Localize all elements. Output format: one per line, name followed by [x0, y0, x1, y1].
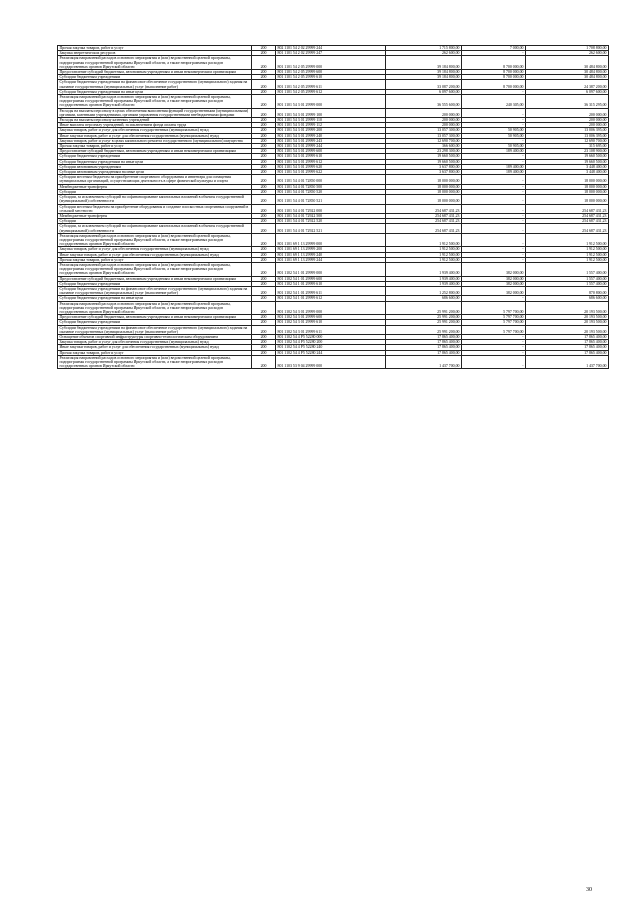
row-code: 200 [252, 184, 276, 189]
row-name: Иные закупки товаров, работ и услуг для обеспечения государственных (муниципальных) нужд [58, 133, 252, 138]
row-name: Закупка энергетических ресурсов [58, 51, 252, 56]
row-executed-amount: - [462, 175, 526, 184]
row-approved-amount: 18 000 000,00 [386, 175, 462, 184]
row-code: 200 [252, 334, 276, 339]
row-unexecuted-amount: 36 315 295,00 [526, 95, 609, 109]
row-name: Субсидии, за исключением субсидий на софинансирование капитальных вложений в объекты государственной (муниципальной) собственности [58, 224, 252, 233]
row-classification: 801 1102 54 3 01 29999 600 [276, 315, 386, 320]
row-unexecuted-amount: 3 448 400,00 [526, 170, 609, 175]
budget-table-page [57, 45, 607, 369]
row-code: 200 [252, 189, 276, 194]
row-executed-amount: 50 905,00 [462, 133, 526, 138]
row-unexecuted-amount: 20 193 500,00 [526, 320, 609, 325]
row-unexecuted-amount: 20 193 500,00 [526, 301, 609, 315]
row-unexecuted-amount: 3 448 400,00 [526, 164, 609, 169]
row-executed-amount: 189 400,00 [462, 149, 526, 154]
row-unexecuted-amount: 200 000,00 [526, 108, 609, 117]
row-executed-amount: - [462, 204, 526, 213]
row-approved-amount: 39 184 800,00 [386, 56, 462, 70]
row-executed-amount: 5 797 700,00 [462, 325, 526, 334]
row-approved-amount: 254 687 431,23 [386, 204, 462, 213]
row-executed-amount: 189 400,00 [462, 164, 526, 169]
row-classification: 801 1101 54 4 01 72850 521 [276, 195, 386, 204]
page-number: 30 [586, 887, 592, 893]
row-approved-amount: 39 184 800,00 [386, 75, 462, 80]
table-row [58, 224, 609, 233]
row-code: 200 [252, 315, 276, 320]
table-row [58, 204, 609, 213]
row-executed-amount: 8 700 000,00 [462, 70, 526, 75]
row-code: 200 [252, 286, 276, 295]
row-approved-amount: 33 087 200,00 [386, 80, 462, 89]
row-name: Реализация направлений расходов основного мероприятия и (или) ведомственной целевой программы, подпрограммы государственной программы Иркутской области, а также непрограммных расходов государственных органов Иркутской области [58, 56, 252, 70]
row-unexecuted-amount: 17 865 400,00 [526, 345, 609, 350]
row-approved-amount: 1 715 800,00 [386, 46, 462, 51]
row-name: Прочая закупка товаров, работ и услуг [58, 257, 252, 262]
row-code: 200 [252, 257, 276, 262]
row-unexecuted-amount: 1 557 400,00 [526, 281, 609, 286]
row-executed-amount: - [462, 154, 526, 159]
row-unexecuted-amount: 17 865 400,00 [526, 350, 609, 355]
table-row [58, 95, 609, 109]
row-code: 200 [252, 75, 276, 80]
row-classification: 801 1101 54 3 01 29999 620 [276, 164, 386, 169]
row-unexecuted-amount: 13 006 395,00 [526, 128, 609, 133]
row-approved-amount: 25 991 200,00 [386, 301, 462, 315]
row-code: 200 [252, 89, 276, 94]
row-name: Предоставление субсидий бюджетным, автономным учреждениям и иным некоммерческим организациям [58, 315, 252, 320]
row-unexecuted-amount: 200 000,00 [526, 123, 609, 128]
row-name: Субсидии бюджетным учреждениям на иные цели [58, 296, 252, 301]
table-row [58, 325, 609, 334]
table-row [58, 301, 609, 315]
row-executed-amount: 50 905,00 [462, 144, 526, 149]
row-unexecuted-amount: 18 000 000,00 [526, 189, 609, 194]
row-classification: 801 1102 54 3 01 29999 610 [276, 320, 386, 325]
row-name: Иные закупки товаров, работ и услуг для обеспечения государственных (муниципальных) нужд [58, 345, 252, 350]
row-classification: 801 1101 54 3 01 29999 622 [276, 170, 386, 175]
row-code: 200 [252, 149, 276, 154]
row-name: Субсидии бюджетным учреждениям [58, 320, 252, 325]
row-code: 200 [252, 247, 276, 252]
row-code: 200 [252, 144, 276, 149]
table-row [58, 233, 609, 247]
row-executed-amount: - [462, 51, 526, 56]
row-name: Предоставление субсидий бюджетным, автономным учреждениям и иным некоммерческим организациям [58, 276, 252, 281]
row-unexecuted-amount: 6 097 600,00 [526, 89, 609, 94]
row-unexecuted-amount: 200 000,00 [526, 118, 609, 123]
row-classification: 801 1101 54 2 05 29999 610 [276, 75, 386, 80]
row-name: Предоставление субсидий бюджетным, автономным учреждениям и иным некоммерческим организациям [58, 149, 252, 154]
row-code: 200 [252, 70, 276, 75]
row-approved-amount: 254 687 431,23 [386, 224, 462, 233]
row-approved-amount: 17 865 400,00 [386, 345, 462, 350]
row-classification: 801 1101 54 2 05 29999 000 [276, 56, 386, 70]
row-executed-amount: - [462, 355, 526, 369]
row-name: Субсидии бюджетным учреждениям на иные цели [58, 89, 252, 94]
row-executed-amount: - [462, 118, 526, 123]
row-approved-amount: 25 991 200,00 [386, 325, 462, 334]
row-approved-amount: 36 555 600,00 [386, 95, 462, 109]
row-executed-amount: 8 700 000,00 [462, 80, 526, 89]
row-classification: 801 1101 54 4 01 72922 000 [276, 204, 386, 213]
row-executed-amount: - [462, 189, 526, 194]
row-approved-amount: 39 184 800,00 [386, 70, 462, 75]
row-code: 200 [252, 219, 276, 224]
row-classification: 801 1101 54 3 01 29999 200 [276, 128, 386, 133]
row-executed-amount: 240 305,00 [462, 95, 526, 109]
row-classification: 801 1101 54 4 01 72850 000 [276, 175, 386, 184]
row-classification: 801 1101 54 4 01 72850 500 [276, 184, 386, 189]
row-approved-amount: 3 637 800,00 [386, 164, 462, 169]
row-executed-amount: 5 797 700,00 [462, 301, 526, 315]
row-unexecuted-amount: 17 865 400,00 [526, 340, 609, 345]
row-approved-amount: 1 912 500,00 [386, 247, 462, 252]
row-executed-amount: 382 000,00 [462, 286, 526, 295]
row-unexecuted-amount: 19 660 500,00 [526, 159, 609, 164]
row-executed-amount: - [462, 219, 526, 224]
row-name: Субсидии [58, 189, 252, 194]
row-name: Реализация направлений расходов основного мероприятия и (или) ведомственной целевой программы, подпрограммы государственной программы Иркутской области, а также непрограммных расходов государственных органов Иркутской области [58, 233, 252, 247]
row-classification: 801 1101 54 3 01 29999 612 [276, 159, 386, 164]
row-code: 200 [252, 170, 276, 175]
row-approved-amount: 23 298 300,00 [386, 149, 462, 154]
row-classification: 801 1101 69 1 13 29999 000 [276, 233, 386, 247]
table-row [58, 80, 609, 89]
row-classification: 801 1102 54 1 01 29999 611 [276, 286, 386, 295]
row-code: 200 [252, 213, 276, 218]
row-executed-amount: 5 797 700,00 [462, 320, 526, 325]
row-code: 200 [252, 224, 276, 233]
row-classification: 801 1101 54 3 01 29999 243 [276, 138, 386, 143]
budget-table-body [58, 46, 609, 369]
row-unexecuted-amount: 23 108 900,00 [526, 149, 609, 154]
row-name: Реализация направлений расходов основного мероприятия и (или) ведомственной целевой программы, подпрограммы государственной программы Иркутской области, а также непрограммных расходов государственных органов Иркутской области [58, 301, 252, 315]
row-code: 200 [252, 262, 276, 276]
row-code: 200 [252, 320, 276, 325]
row-executed-amount: - [462, 184, 526, 189]
row-name: Закупка товаров, работ и услуг для обеспечения государственных (муниципальных) нужд [58, 247, 252, 252]
row-executed-amount: 7 000,00 [462, 46, 526, 51]
row-executed-amount: - [462, 195, 526, 204]
row-name: Субсидии бюджетным учреждениям на финансовое обеспечение государственного (муниципального) задания на оказание государственных (муниципальных) услуг (выполнение работ) [58, 80, 252, 89]
row-executed-amount: - [462, 296, 526, 301]
row-executed-amount: 8 700 000,00 [462, 75, 526, 80]
row-unexecuted-amount: 1 557 400,00 [526, 262, 609, 276]
row-classification: 801 1102 54 4 P5 52280 240 [276, 345, 386, 350]
row-unexecuted-amount: 13 006 395,00 [526, 133, 609, 138]
row-unexecuted-amount: 20 193 500,00 [526, 325, 609, 334]
row-approved-amount: 18 000 000,00 [386, 195, 462, 204]
row-unexecuted-amount: 30 484 800,00 [526, 75, 609, 80]
row-name: Субсидии местным бюджетам на приобретение оборудования и создание плоскостных спортивных сооружений в сельской местности [58, 204, 252, 213]
row-code: 200 [252, 46, 276, 51]
row-name: Прочая закупка товаров, работ и услуг [58, 46, 252, 51]
row-approved-amount: 13 057 300,00 [386, 133, 462, 138]
row-unexecuted-amount: 1 437 700,00 [526, 355, 609, 369]
table-row [58, 262, 609, 276]
row-approved-amount: 262 600,00 [386, 51, 462, 56]
row-classification: 801 1101 69 1 13 29999 240 [276, 252, 386, 257]
row-approved-amount: 200 000,00 [386, 123, 462, 128]
row-name: Иные выплаты персоналу учреждений, за исключением фонда оплаты труда [58, 123, 252, 128]
row-classification: 801 1101 69 1 13 29999 244 [276, 257, 386, 262]
row-name: Субсидии местным бюджетам на приобретение спортивного оборудования и инвентаря для оснащения муниципальных организаций, осуществляющих деятельность в сфере физической культуры и спорта [58, 175, 252, 184]
row-classification: 801 1101 54 4 01 72922 520 [276, 219, 386, 224]
row-approved-amount: 1 252 800,00 [386, 286, 462, 295]
row-approved-amount: 1 912 500,00 [386, 252, 462, 257]
row-code: 200 [252, 350, 276, 355]
row-code: 200 [252, 123, 276, 128]
row-name: Субсидии бюджетным учреждениям на финансовое обеспечение государственного (муниципального) задания на оказание государственных (муниципальных) услуг (выполнение работ) [58, 286, 252, 295]
row-approved-amount: 25 991 200,00 [386, 315, 462, 320]
row-executed-amount: - [462, 138, 526, 143]
row-executed-amount: - [462, 257, 526, 262]
table-row [58, 175, 609, 184]
row-executed-amount: 189 400,00 [462, 170, 526, 175]
row-name: Субсидии автономным учреждениям [58, 164, 252, 169]
row-unexecuted-amount: 18 000 000,00 [526, 184, 609, 189]
row-code: 200 [252, 164, 276, 169]
row-classification: 801 1101 54 3 01 29999 100 [276, 108, 386, 117]
row-unexecuted-amount: 1 912 500,00 [526, 257, 609, 262]
row-approved-amount: 254 687 431,23 [386, 213, 462, 218]
row-code: 200 [252, 281, 276, 286]
row-executed-amount: - [462, 123, 526, 128]
row-name: Субсидии автономным учреждениям на иные цели [58, 170, 252, 175]
row-classification: 801 1102 54 3 01 29999 611 [276, 325, 386, 334]
row-classification: 801 1101 54 3 01 29999 244 [276, 144, 386, 149]
row-name: Субсидии бюджетным учреждениям [58, 154, 252, 159]
row-approved-amount: 13 057 300,00 [386, 128, 462, 133]
row-code: 200 [252, 195, 276, 204]
row-name: Закупка товаров, работ и услуг для обеспечения государственных (муниципальных) нужд [58, 128, 252, 133]
row-executed-amount: 50 905,00 [462, 128, 526, 133]
row-executed-amount: - [462, 252, 526, 257]
row-code: 200 [252, 56, 276, 70]
row-name: Субсидии, за исключением субсидий на софинансирование капитальных вложений в объекты государственной (муниципальной) собственности [58, 195, 252, 204]
row-approved-amount: 366 600,00 [386, 144, 462, 149]
row-code: 200 [252, 138, 276, 143]
row-approved-amount: 19 660 500,00 [386, 154, 462, 159]
row-name: Расходы на выплаты персоналу в целях обеспечения выполнения функций государственными (муниципальными) органами, казенными учреждениями, органами управления государственными внебюджетными фондами [58, 108, 252, 117]
table-row [58, 56, 609, 70]
row-name: Иные закупки товаров, работ и услуг для обеспечения государственных (муниципальных) нужд [58, 252, 252, 257]
row-executed-amount: - [462, 233, 526, 247]
row-classification: 801 1101 54 3 01 29999 110 [276, 118, 386, 123]
row-classification: 801 1102 54 4 P5 52280 000 [276, 334, 386, 339]
row-classification: 801 1101 54 3 01 29999 112 [276, 123, 386, 128]
row-classification: 801 1102 54 1 01 29999 600 [276, 276, 386, 281]
row-classification: 801 1101 54 3 01 29999 600 [276, 149, 386, 154]
row-code: 200 [252, 325, 276, 334]
row-unexecuted-amount: 254 687 431,23 [526, 204, 609, 213]
row-code: 200 [252, 95, 276, 109]
row-unexecuted-amount: 254 687 431,23 [526, 219, 609, 224]
row-name: Межбюджетные трансферты [58, 184, 252, 189]
row-approved-amount: 19 660 500,00 [386, 159, 462, 164]
row-unexecuted-amount: 18 000 000,00 [526, 175, 609, 184]
row-approved-amount: 1 939 400,00 [386, 262, 462, 276]
row-executed-amount: 5 797 700,00 [462, 315, 526, 320]
row-unexecuted-amount: 18 000 000,00 [526, 195, 609, 204]
row-classification: 801 1101 54 2 05 29999 600 [276, 70, 386, 75]
row-approved-amount: 686 600,00 [386, 296, 462, 301]
row-unexecuted-amount: 19 660 500,00 [526, 154, 609, 159]
row-executed-amount: - [462, 159, 526, 164]
row-name: Реализация направлений расходов основного мероприятия и (или) ведомственной целевой программы, подпрограммы государственной программы Иркутской области, а также непрограммных расходов государственных органов Иркутской области [58, 355, 252, 369]
row-name: Прочая закупка товаров, работ и услуг [58, 144, 252, 149]
row-unexecuted-amount: 1 557 400,00 [526, 276, 609, 281]
row-unexecuted-amount: 262 600,00 [526, 51, 609, 56]
row-name: Межбюджетные трансферты [58, 213, 252, 218]
row-code: 200 [252, 118, 276, 123]
row-executed-amount: 382 000,00 [462, 281, 526, 286]
row-name: Оснащение объектов спортивной инфраструктуры спортивно-технологическим оборудованием [58, 334, 252, 339]
row-approved-amount: 1 912 500,00 [386, 257, 462, 262]
table-row [58, 108, 609, 117]
row-unexecuted-amount: 1 912 500,00 [526, 233, 609, 247]
row-unexecuted-amount: 686 600,00 [526, 296, 609, 301]
row-name: Расходы на выплаты персоналу казенных учреждений [58, 118, 252, 123]
row-unexecuted-amount: 20 193 500,00 [526, 315, 609, 320]
row-name: Субсидии бюджетным учреждениям [58, 75, 252, 80]
row-name: Предоставление субсидий бюджетным, автономным учреждениям и иным некоммерческим организациям [58, 70, 252, 75]
row-unexecuted-amount: 254 687 431,23 [526, 224, 609, 233]
row-name: Закупка товаров, работ и услуг для обеспечения государственных (муниципальных) нужд [58, 340, 252, 345]
row-approved-amount: 1 437 700,00 [386, 355, 462, 369]
row-approved-amount: 1 912 500,00 [386, 233, 462, 247]
row-executed-amount: - [462, 340, 526, 345]
row-approved-amount: 17 865 400,00 [386, 334, 462, 339]
row-code: 200 [252, 154, 276, 159]
row-code: 200 [252, 80, 276, 89]
row-approved-amount: 200 000,00 [386, 118, 462, 123]
row-unexecuted-amount: 30 484 800,00 [526, 56, 609, 70]
row-executed-amount: - [462, 224, 526, 233]
row-executed-amount: - [462, 247, 526, 252]
row-unexecuted-amount: 1 708 800,00 [526, 46, 609, 51]
row-classification: 801 1102 54 1 01 29999 612 [276, 296, 386, 301]
row-code: 200 [252, 51, 276, 56]
row-classification: 801 1101 54 4 01 72922 500 [276, 213, 386, 218]
row-code: 200 [252, 108, 276, 117]
row-name: Субсидии бюджетным учреждениям [58, 281, 252, 286]
row-code: 200 [252, 345, 276, 350]
row-unexecuted-amount: 315 695,00 [526, 144, 609, 149]
row-approved-amount: 18 000 000,00 [386, 189, 462, 194]
row-unexecuted-amount: 12 690 700,00 [526, 138, 609, 143]
row-code: 200 [252, 296, 276, 301]
row-approved-amount: 1 939 400,00 [386, 276, 462, 281]
row-code: 200 [252, 133, 276, 138]
row-executed-amount: 382 000,00 [462, 276, 526, 281]
row-approved-amount: 17 865 400,00 [386, 340, 462, 345]
row-name: Закупка товаров, работ и услуг в целях капитального ремонта государственного (муниципального) имущества [58, 138, 252, 143]
row-approved-amount: 17 865 400,00 [386, 350, 462, 355]
row-classification: 801 1102 54 1 01 29999 610 [276, 281, 386, 286]
row-code: 200 [252, 252, 276, 257]
row-name: Субсидии [58, 219, 252, 224]
row-classification: 801 1101 54 3 01 29999 240 [276, 133, 386, 138]
row-classification: 801 1103 53 9 04 29999 000 [276, 355, 386, 369]
row-name: Реализация направлений расходов основного мероприятия и (или) ведомственной целевой программы, подпрограммы государственной программы Иркутской области, а также непрограммных расходов государственных органов Иркутской области [58, 262, 252, 276]
row-approved-amount: 200 000,00 [386, 108, 462, 117]
row-classification: 802 1101 54 2 02 29999 244 [276, 46, 386, 51]
row-code: 200 [252, 233, 276, 247]
row-code: 200 [252, 301, 276, 315]
row-approved-amount: 1 939 400,00 [386, 281, 462, 286]
row-code: 200 [252, 128, 276, 133]
row-name: Реализация направлений расходов основного мероприятия и (или) ведомственной целевой программы, подпрограммы государственной программы Иркутской области, а также непрограммных расходов государственных органов Иркутской области [58, 95, 252, 109]
row-classification: 801 1102 54 1 01 29999 000 [276, 262, 386, 276]
row-classification: 801 1101 54 4 01 72850 520 [276, 189, 386, 194]
row-name: Субсидии бюджетным учреждениям на иные цели [58, 159, 252, 164]
row-classification: 801 1102 54 4 P5 52280 200 [276, 340, 386, 345]
row-approved-amount: 3 637 800,00 [386, 170, 462, 175]
row-unexecuted-amount: 1 912 500,00 [526, 247, 609, 252]
row-executed-amount: - [462, 89, 526, 94]
row-code: 200 [252, 159, 276, 164]
row-approved-amount: 6 097 600,00 [386, 89, 462, 94]
row-approved-amount: 25 991 200,00 [386, 320, 462, 325]
row-classification: 801 1101 54 2 02 29999 247 [276, 51, 386, 56]
row-executed-amount: 8 700 000,00 [462, 56, 526, 70]
row-code: 200 [252, 204, 276, 213]
row-unexecuted-amount: 17 865 400,00 [526, 334, 609, 339]
row-executed-amount: - [462, 108, 526, 117]
row-unexecuted-amount: 24 387 200,00 [526, 80, 609, 89]
row-unexecuted-amount: 870 800,00 [526, 286, 609, 295]
row-code: 200 [252, 355, 276, 369]
row-unexecuted-amount: 30 484 800,00 [526, 70, 609, 75]
row-classification: 801 1101 54 2 05 29999 611 [276, 80, 386, 89]
row-classification: 801 1102 54 4 P5 52280 244 [276, 350, 386, 355]
row-approved-amount: 18 000 000,00 [386, 184, 462, 189]
row-executed-amount: - [462, 350, 526, 355]
row-approved-amount: 254 687 431,23 [386, 219, 462, 224]
row-executed-amount: - [462, 345, 526, 350]
table-row [58, 195, 609, 204]
row-classification: 801 1102 54 3 01 29999 000 [276, 301, 386, 315]
row-classification: 801 1101 54 3 01 29999 610 [276, 154, 386, 159]
table-row [58, 355, 609, 369]
row-executed-amount: - [462, 213, 526, 218]
table-row [58, 286, 609, 295]
row-code: 200 [252, 340, 276, 345]
row-unexecuted-amount: 1 912 500,00 [526, 252, 609, 257]
row-executed-amount: 382 000,00 [462, 262, 526, 276]
row-unexecuted-amount: 254 687 431,23 [526, 213, 609, 218]
row-code: 200 [252, 175, 276, 184]
row-name: Субсидии бюджетным учреждениям на финансовое обеспечение государственного (муниципального) задания на оказание государственных (муниципальных) услуг (выполнение работ) [58, 325, 252, 334]
row-classification: 801 1101 54 4 01 72922 521 [276, 224, 386, 233]
row-classification: 801 1101 54 2 05 29999 612 [276, 89, 386, 94]
row-code: 200 [252, 276, 276, 281]
row-executed-amount: - [462, 334, 526, 339]
budget-table [57, 45, 609, 369]
row-approved-amount: 12 690 700,00 [386, 138, 462, 143]
row-classification: 801 1101 69 1 13 29999 200 [276, 247, 386, 252]
row-classification: 801 1101 54 3 01 29999 000 [276, 95, 386, 109]
row-name: Прочая закупка товаров, работ и услуг [58, 350, 252, 355]
